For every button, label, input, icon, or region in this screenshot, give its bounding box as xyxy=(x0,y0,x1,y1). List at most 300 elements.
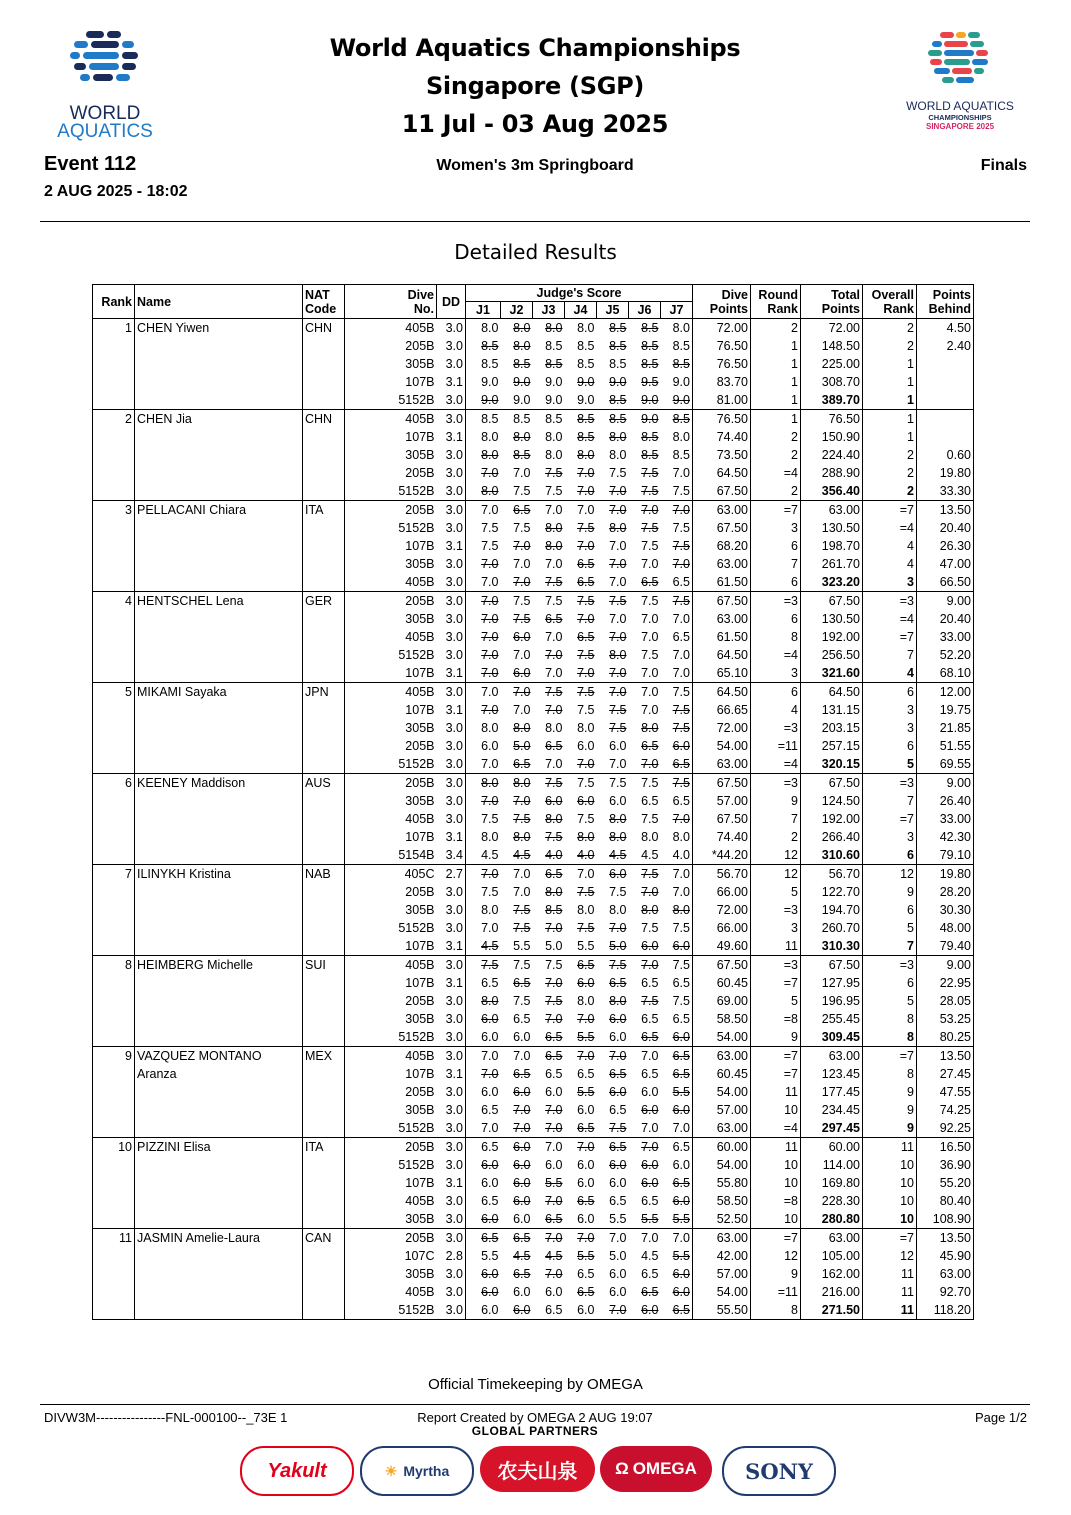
degree-of-difficulty: 3.0 xyxy=(437,555,466,573)
dive-row xyxy=(93,1065,974,1083)
judge-score xyxy=(629,1028,661,1047)
judge-score xyxy=(597,774,629,793)
dive-row xyxy=(93,1047,974,1066)
nat-code xyxy=(303,537,345,555)
degree-of-difficulty: 3.0 xyxy=(437,446,466,464)
judge-score xyxy=(501,555,533,573)
championship-location: Singapore (SGP) xyxy=(425,72,645,100)
dive-points: 54.00 xyxy=(693,1028,751,1047)
dive-points: 74.40 xyxy=(693,828,751,846)
degree-of-difficulty: 3.0 xyxy=(437,646,466,664)
judge-score xyxy=(565,883,597,901)
points-behind: 92.70 xyxy=(917,1283,974,1301)
judge-score xyxy=(533,755,565,774)
judge-score-value: 7.0 xyxy=(672,648,690,662)
degree-of-difficulty: 3.0 xyxy=(437,1192,466,1210)
judge-score xyxy=(466,446,501,464)
athlete-name xyxy=(135,573,303,592)
nat-code xyxy=(303,482,345,501)
judge-score xyxy=(629,555,661,573)
athlete-rank xyxy=(93,664,135,683)
col-judge-1: J1 xyxy=(466,302,501,319)
judge-score-value: 6.5 xyxy=(672,757,690,771)
judge-score xyxy=(597,1047,629,1066)
judge-score xyxy=(501,883,533,901)
judge-score xyxy=(565,937,597,956)
col-nat-line1: NAT xyxy=(305,287,330,302)
judge-score xyxy=(629,1247,661,1265)
athlete-name xyxy=(135,555,303,573)
judge-score xyxy=(466,646,501,664)
judge-score-value: 6.0 xyxy=(481,1267,499,1281)
judge-score-value: 6.5 xyxy=(577,1285,595,1299)
dive-points: 57.00 xyxy=(693,1265,751,1283)
judge-score xyxy=(466,1247,501,1265)
nat-code: CHN xyxy=(303,410,345,429)
athlete-name xyxy=(135,937,303,956)
dive-row xyxy=(93,592,974,611)
judge-score xyxy=(466,1138,501,1157)
overall-rank: =3 xyxy=(863,592,917,611)
dive-number: 107B xyxy=(405,830,435,844)
points-behind: 20.40 xyxy=(917,610,974,628)
judge-score xyxy=(533,974,565,992)
points-behind: 0.60 xyxy=(917,446,974,464)
total-points: 76.50 xyxy=(801,410,863,429)
dive-points: 76.50 xyxy=(693,410,751,429)
judge-score-value: 6.0 xyxy=(481,1012,499,1026)
judge-score-value: 7.0 xyxy=(641,612,659,626)
judge-score xyxy=(466,846,501,865)
round-rank: =7 xyxy=(751,501,801,520)
dive-row xyxy=(93,1265,974,1283)
athlete-rank xyxy=(93,755,135,774)
judge-score-value: 8.0 xyxy=(513,830,531,844)
judge-score xyxy=(533,846,565,865)
judge-score xyxy=(597,956,629,975)
judge-score-value: 7.5 xyxy=(609,594,627,608)
judge-score xyxy=(565,1247,597,1265)
judge-score xyxy=(565,1010,597,1028)
col-or-line2: Rank xyxy=(883,301,914,316)
judge-score-value: 5.5 xyxy=(577,939,595,953)
athlete-name xyxy=(135,1192,303,1210)
dive-row xyxy=(93,974,974,992)
judge-score xyxy=(661,1156,693,1174)
judge-score-value: 7.5 xyxy=(577,703,595,717)
dive-points: 63.00 xyxy=(693,1047,751,1066)
judge-score xyxy=(629,1047,661,1066)
total-points: 148.50 xyxy=(801,337,863,355)
degree-of-difficulty: 3.0 xyxy=(437,901,466,919)
overall-rank: 9 xyxy=(863,1101,917,1119)
judge-score-value: 7.0 xyxy=(481,921,499,935)
judge-score-value: 6.5 xyxy=(577,1067,595,1081)
judge-score xyxy=(629,391,661,410)
judge-score-value: 6.5 xyxy=(545,1212,563,1226)
col-nat-line2: Code xyxy=(305,301,337,316)
judge-score-value: 7.0 xyxy=(641,885,659,899)
judge-score-value: 8.0 xyxy=(481,721,499,735)
judge-score-value: 6.5 xyxy=(641,1067,659,1081)
judge-score-value: 7.0 xyxy=(513,885,531,899)
dive-points: 57.00 xyxy=(693,792,751,810)
judge-score-value: 7.5 xyxy=(641,921,659,935)
nat-code xyxy=(303,719,345,737)
judge-score xyxy=(466,1192,501,1210)
judge-score xyxy=(565,610,597,628)
dive-number: 5152B xyxy=(398,757,435,771)
judge-score-value: 7.5 xyxy=(641,539,659,553)
athlete-rank xyxy=(93,646,135,664)
nat-code xyxy=(303,1247,345,1265)
judge-score-value: 7.5 xyxy=(545,776,563,790)
judge-score xyxy=(466,810,501,828)
nat-code xyxy=(303,1083,345,1101)
dive-number: 5152B xyxy=(398,1121,435,1135)
judge-score-value: 6.5 xyxy=(641,1267,659,1281)
judge-score xyxy=(597,883,629,901)
judge-score xyxy=(597,555,629,573)
judge-score xyxy=(629,1265,661,1283)
athlete-rank xyxy=(93,1083,135,1101)
judge-score-value: 8.5 xyxy=(545,903,563,917)
round-rank: 6 xyxy=(751,610,801,628)
judge-score xyxy=(501,373,533,391)
athlete-name xyxy=(135,337,303,355)
athlete-rank xyxy=(93,1119,135,1138)
judge-score xyxy=(565,555,597,573)
judge-score xyxy=(629,1301,661,1320)
judge-score xyxy=(597,355,629,373)
judge-score xyxy=(629,828,661,846)
judge-score xyxy=(466,992,501,1010)
dive-points: 60.45 xyxy=(693,974,751,992)
judge-score xyxy=(533,319,565,338)
judge-score xyxy=(533,1247,565,1265)
judge-score-value: 6.5 xyxy=(672,1140,690,1154)
total-points: 255.45 xyxy=(801,1010,863,1028)
judge-score xyxy=(533,1119,565,1138)
judge-score-value: 6.5 xyxy=(609,1194,627,1208)
athlete-rank xyxy=(93,792,135,810)
col-judge-5: J5 xyxy=(597,302,629,319)
judge-score-value: 6.5 xyxy=(481,1103,499,1117)
judge-score xyxy=(597,828,629,846)
judge-score xyxy=(501,792,533,810)
overall-rank: 6 xyxy=(863,846,917,865)
judge-score-value: 6.5 xyxy=(577,1121,595,1135)
athlete-rank: 10 xyxy=(93,1138,135,1157)
degree-of-difficulty: 3.0 xyxy=(437,501,466,520)
col-round-rank xyxy=(751,285,801,319)
degree-of-difficulty: 3.0 xyxy=(437,482,466,501)
judge-score-value: 9.0 xyxy=(513,393,531,407)
judge-score xyxy=(597,719,629,737)
dive-number: 305B xyxy=(405,1103,435,1117)
judge-score xyxy=(533,901,565,919)
judge-score-value: 7.5 xyxy=(545,830,563,844)
round-rank: =3 xyxy=(751,592,801,611)
dive-row xyxy=(93,1210,974,1229)
dive-number: 305B xyxy=(405,1212,435,1226)
overall-rank: 1 xyxy=(863,428,917,446)
total-points: 196.95 xyxy=(801,992,863,1010)
judge-score xyxy=(565,464,597,482)
judge-score-value: 8.0 xyxy=(609,812,627,826)
judge-score xyxy=(565,992,597,1010)
judge-score-value: 7.0 xyxy=(481,685,499,699)
degree-of-difficulty: 3.0 xyxy=(437,755,466,774)
athlete-name xyxy=(135,828,303,846)
dive-row xyxy=(93,1229,974,1248)
judge-score xyxy=(501,1210,533,1229)
judge-score xyxy=(565,1138,597,1157)
judge-score xyxy=(565,1083,597,1101)
document-title: Detailed Results xyxy=(454,240,617,264)
judge-score-value: 7.0 xyxy=(481,503,499,517)
judge-score xyxy=(661,628,693,646)
points-behind: 68.10 xyxy=(917,664,974,683)
judge-score-value: 7.0 xyxy=(545,1121,563,1135)
points-behind: 33.00 xyxy=(917,628,974,646)
judge-score xyxy=(597,610,629,628)
points-behind: 9.00 xyxy=(917,592,974,611)
judge-score xyxy=(661,555,693,573)
judge-score-value: 5.0 xyxy=(513,739,531,753)
athlete-rank: 6 xyxy=(93,774,135,793)
nat-code xyxy=(303,428,345,446)
total-points: 150.90 xyxy=(801,428,863,446)
judge-score xyxy=(533,592,565,611)
judge-score-value: 6.0 xyxy=(641,1303,659,1317)
dive-points: 42.00 xyxy=(693,1247,751,1265)
judge-score-value: 6.5 xyxy=(545,612,563,626)
judge-score-value: 6.5 xyxy=(513,1067,531,1081)
judge-score-value: 6.5 xyxy=(513,976,531,990)
judge-score-value: 7.0 xyxy=(609,666,627,680)
judge-score xyxy=(597,628,629,646)
judge-score xyxy=(629,319,661,338)
results-table-header xyxy=(93,285,974,319)
judge-score-value: 7.0 xyxy=(672,557,690,571)
judge-score-value: 7.5 xyxy=(545,575,563,589)
judge-score xyxy=(466,519,501,537)
judge-score-value: 8.5 xyxy=(641,430,659,444)
judge-score-value: 7.5 xyxy=(577,521,595,535)
judge-score-value: 8.0 xyxy=(641,721,659,735)
judge-score xyxy=(661,319,693,338)
dive-row xyxy=(93,501,974,520)
judge-score-value: 9.0 xyxy=(481,375,499,389)
athlete-name xyxy=(135,755,303,774)
round-rank: 8 xyxy=(751,628,801,646)
judge-score xyxy=(565,410,597,429)
athlete-name: JASMIN Amelie-Laura xyxy=(135,1229,303,1248)
judge-score-value: 7.0 xyxy=(545,1231,563,1245)
athlete-rank xyxy=(93,446,135,464)
judge-score-value: 4.0 xyxy=(545,848,563,862)
judge-score-value: 8.0 xyxy=(513,776,531,790)
judge-score xyxy=(661,901,693,919)
judge-score xyxy=(661,1229,693,1248)
nat-code xyxy=(303,1192,345,1210)
judge-score xyxy=(533,701,565,719)
dive-points: 52.50 xyxy=(693,1210,751,1229)
judge-score-value: 8.5 xyxy=(609,339,627,353)
athlete-group xyxy=(93,1138,974,1229)
overall-rank: 8 xyxy=(863,1065,917,1083)
judge-score xyxy=(466,701,501,719)
judge-score-value: 6.5 xyxy=(672,1012,690,1026)
judge-score xyxy=(629,519,661,537)
judge-score-value: 4.0 xyxy=(577,848,595,862)
athlete-group xyxy=(93,956,974,1047)
judge-score-value: 6.5 xyxy=(577,1194,595,1208)
dive-points: 64.50 xyxy=(693,646,751,664)
points-behind: 19.75 xyxy=(917,701,974,719)
judge-score xyxy=(661,719,693,737)
judge-score-value: 6.0 xyxy=(672,1194,690,1208)
judge-score-value: 7.5 xyxy=(545,685,563,699)
col-nat xyxy=(303,285,345,319)
judge-score xyxy=(565,428,597,446)
overall-rank: 11 xyxy=(863,1138,917,1157)
judge-score xyxy=(565,373,597,391)
judge-score-value: 7.0 xyxy=(577,666,595,680)
judge-score xyxy=(533,519,565,537)
points-behind: 118.20 xyxy=(917,1301,974,1320)
overall-rank: =3 xyxy=(863,774,917,793)
judge-score-value: 6.5 xyxy=(545,867,563,881)
judge-score-value: 7.0 xyxy=(672,466,690,480)
judge-score xyxy=(565,628,597,646)
judge-score xyxy=(466,592,501,611)
overall-rank: =7 xyxy=(863,501,917,520)
judge-score-value: 8.5 xyxy=(513,448,531,462)
total-points: 194.70 xyxy=(801,901,863,919)
judge-score-value: 7.0 xyxy=(609,539,627,553)
judge-score-value: 6.5 xyxy=(641,794,659,808)
round-rank: =3 xyxy=(751,956,801,975)
points-behind: 51.55 xyxy=(917,737,974,755)
judge-score xyxy=(501,846,533,865)
judge-score-value: 9.0 xyxy=(577,375,595,389)
judge-score-value: 6.0 xyxy=(481,1085,499,1099)
judge-score-value: 6.5 xyxy=(577,557,595,571)
judge-score-value: 4.5 xyxy=(641,1249,659,1263)
judge-score xyxy=(565,737,597,755)
judge-score xyxy=(533,391,565,410)
judge-score xyxy=(597,1301,629,1320)
athlete-rank: 1 xyxy=(93,319,135,338)
judge-score-value: 7.5 xyxy=(481,539,499,553)
points-behind: 52.20 xyxy=(917,646,974,664)
judge-score-value: 6.0 xyxy=(577,1176,595,1190)
athlete-rank xyxy=(93,1265,135,1283)
dive-row xyxy=(93,391,974,410)
overall-rank: 11 xyxy=(863,1283,917,1301)
judge-score-value: 7.5 xyxy=(577,685,595,699)
judge-score xyxy=(565,755,597,774)
judge-score-value: 7.5 xyxy=(672,539,690,553)
judge-score xyxy=(597,1065,629,1083)
judge-score xyxy=(565,846,597,865)
total-points: 67.50 xyxy=(801,592,863,611)
judge-score-value: 7.0 xyxy=(481,757,499,771)
championships-logo-line2: CHAMPIONSHIPS xyxy=(928,113,992,122)
round-rank: =8 xyxy=(751,1010,801,1028)
judge-score xyxy=(661,755,693,774)
judge-score-value: 7.5 xyxy=(609,958,627,972)
dive-points: 63.00 xyxy=(693,1119,751,1138)
nat-code xyxy=(303,519,345,537)
overall-rank: 5 xyxy=(863,755,917,774)
judge-score-value: 7.5 xyxy=(481,812,499,826)
athlete-name xyxy=(135,391,303,410)
global-partners-label: GLOBAL PARTNERS xyxy=(471,1424,599,1438)
judge-score xyxy=(466,410,501,429)
judge-score-value: 9.5 xyxy=(641,375,659,389)
judge-score xyxy=(533,828,565,846)
judge-score xyxy=(466,974,501,992)
judge-score-value: 7.5 xyxy=(672,994,690,1008)
judge-score-value: 4.5 xyxy=(481,848,499,862)
judge-score xyxy=(565,1047,597,1066)
degree-of-difficulty: 3.0 xyxy=(437,519,466,537)
judge-score-value: 7.0 xyxy=(577,1012,595,1026)
judge-score-value: 9.0 xyxy=(672,375,690,389)
athlete-rank xyxy=(93,883,135,901)
judge-score xyxy=(629,755,661,774)
sponsor-yakult-logo xyxy=(240,1446,354,1496)
athlete-name xyxy=(135,1028,303,1047)
athlete-rank xyxy=(93,901,135,919)
dive-number: 205B xyxy=(345,592,437,611)
dive-points: 67.50 xyxy=(693,956,751,975)
judge-score xyxy=(501,737,533,755)
judge-score-value: 6.0 xyxy=(577,1303,595,1317)
judge-score xyxy=(629,1210,661,1229)
judge-score-value: 7.0 xyxy=(672,1121,690,1135)
dive-points: 54.00 xyxy=(693,1156,751,1174)
judge-score xyxy=(565,701,597,719)
judge-score-value: 4.5 xyxy=(609,848,627,862)
total-points: 63.00 xyxy=(801,501,863,520)
event-number: Event 112 xyxy=(44,153,137,175)
athlete-rank xyxy=(93,428,135,446)
judge-score-value: 8.0 xyxy=(609,994,627,1008)
judge-score xyxy=(501,755,533,774)
degree-of-difficulty: 3.0 xyxy=(437,1265,466,1283)
round-rank: 12 xyxy=(751,846,801,865)
dive-row xyxy=(93,1156,974,1174)
dive-row xyxy=(93,428,974,446)
total-points: 280.80 xyxy=(801,1210,863,1229)
judge-score xyxy=(565,1174,597,1192)
judge-score xyxy=(501,519,533,537)
athlete-name xyxy=(135,701,303,719)
dive-row xyxy=(93,464,974,482)
judge-score xyxy=(661,519,693,537)
dive-number: 205B xyxy=(405,1085,435,1099)
judge-score xyxy=(629,501,661,520)
judge-score-value: 8.5 xyxy=(609,393,627,407)
judge-score-value: 5.5 xyxy=(672,1085,690,1099)
round-rank: 1 xyxy=(751,410,801,429)
judge-score xyxy=(565,719,597,737)
judge-score xyxy=(565,482,597,501)
